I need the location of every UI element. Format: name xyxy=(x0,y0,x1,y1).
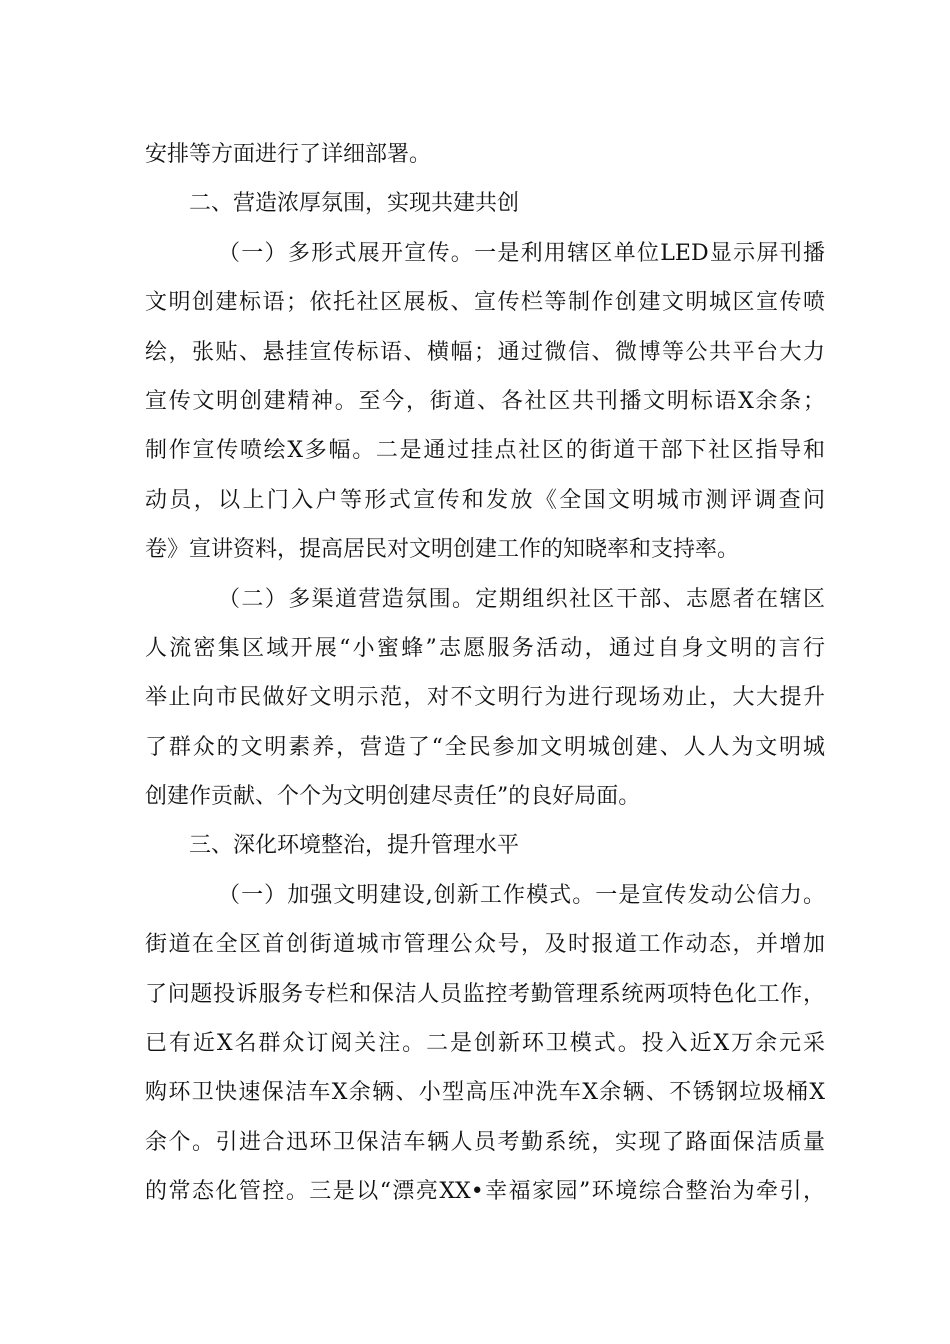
document-body xyxy=(145,130,825,1217)
section-heading: 二、营造浓厚氛围，实现共建共创 xyxy=(189,191,520,217)
paragraph-line: 文明创建标语；依托社区展板、宣传栏等制作创建文明城区宣传喷 xyxy=(145,290,825,316)
paragraph-line: 绘，张贴、悬挂宣传标语、横幅；通过微信、微博等公共平台大力 xyxy=(145,339,825,365)
paragraph-line: 余个。引进合迅环卫保洁车辆人员考勤系统，实现了路面保洁质量 xyxy=(145,1129,825,1155)
paragraph-line: 已有近X名群众订阅关注。二是创新环卫模式。投入近X万余元采 xyxy=(145,1031,825,1057)
paragraph-line: 了群众的文明素养，营造了“全民参加文明城创建、人人为文明城 xyxy=(145,734,825,760)
paragraph-line: 的常态化管控。三是以“漂亮XX•幸福家园”环境综合整治为牵引， xyxy=(145,1179,825,1205)
paragraph-line: 街道在全区首创街道城市管理公众号，及时报道工作动态，并增加 xyxy=(145,932,825,958)
paragraph-line: 举止向市民做好文明示范，对不文明行为进行现场劝止，大大提升 xyxy=(145,685,825,711)
section-heading: 三、深化环境整治，提升管理水平 xyxy=(189,833,520,859)
paragraph-line: （一）加强文明建设,创新工作模式。一是宣传发动公信力。 xyxy=(218,882,825,908)
paragraph-line: （二）多渠道营造氛围。定期组织社区干部、志愿者在辖区 xyxy=(218,586,825,612)
paragraph-line: 安排等方面进行了详细部署。 xyxy=(145,142,432,167)
paragraph-line: 购环卫快速保洁车X余辆、小型高压冲洗车X余辆、不锈钢垃圾桶X xyxy=(145,1080,825,1106)
paragraph-line: 制作宣传喷绘X多幅。二是通过挂点社区的街道干部下社区指导和 xyxy=(145,438,825,464)
paragraph-line: 创建作贡献、个个为文明创建尽责任”的良好局面。 xyxy=(145,784,641,810)
paragraph-line: 人流密集区域开展“小蜜蜂”志愿服务活动，通过自身文明的言行 xyxy=(145,635,825,661)
paragraph-line: 了问题投诉服务专栏和保洁人员监控考勤管理系统两项特色化工作， xyxy=(145,981,825,1007)
paragraph-line: 卷》宣讲资料，提高居民对文明创建工作的知晓率和支持率。 xyxy=(145,537,740,563)
paragraph-line: 动员，以上门入户等形式宣传和发放《全国文明城市测评调查问 xyxy=(145,487,825,513)
paragraph-line: （一）多形式展开宣传。一是利用辖区单位LED显示屏刊播 xyxy=(218,240,825,266)
paragraph-line: 宣传文明创建精神。至今，街道、各社区共刊播文明标语X余条； xyxy=(145,388,825,414)
